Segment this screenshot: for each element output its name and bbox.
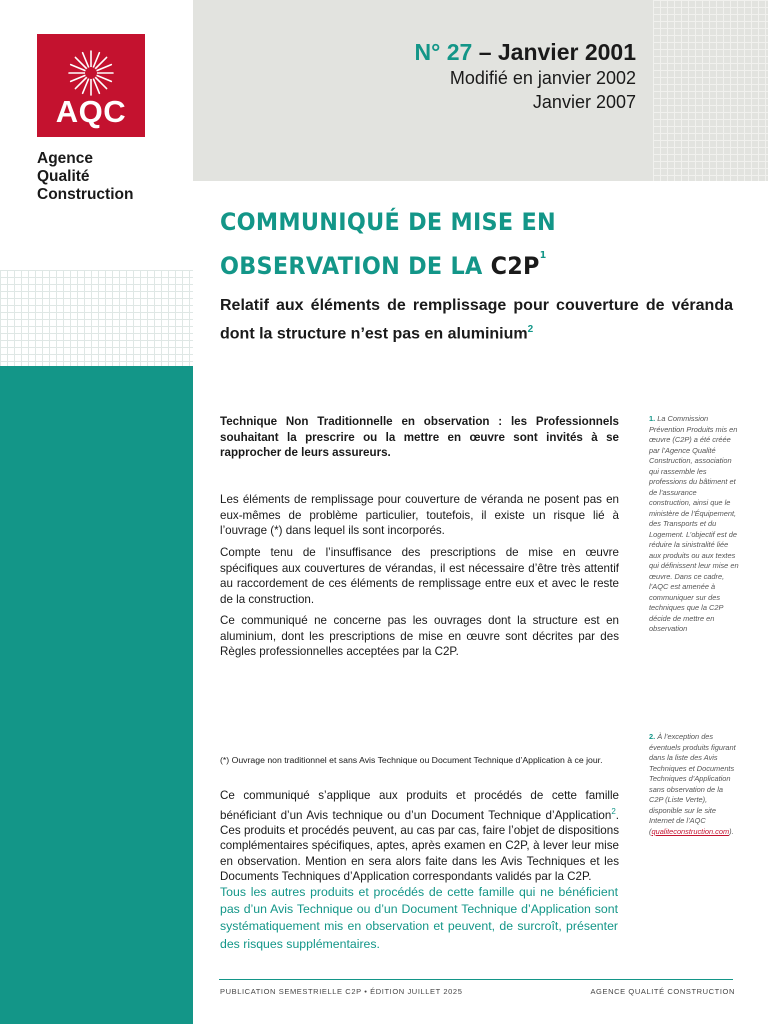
- subtitle-note-ref: 2: [527, 324, 534, 335]
- logo-text: AQC: [55, 94, 127, 129]
- title-line-2-text: OBSERVATION DE LA: [220, 252, 491, 280]
- paragraph-1: Les éléments de remplissage pour couverture de véranda ne posent pas en eux-mêmes de problème particulier, toutefois, il existe un risque lié à l’ouvrage (*) dans lequel ils sont incorporés.: [220, 493, 619, 537]
- subtitle-text: Relatif aux éléments de remplissage pour couverture de véranda dont la structure n’est pas en aluminium: [220, 297, 733, 343]
- highlight-paragraph: Tous les autres produits et procédés de cette famille qui ne bénéficient pas d’un Avis Technique ou d’un Document Technique d’Application sont systématiquement mis en observation et peuvent, de surcroît, présenter des risques supplémentaires.: [220, 885, 618, 951]
- paragraph-2: Compte tenu de l’insuffisance des prescriptions de mise en œuvre spécifiques aux couvertures de vérandas, il est nécessaire d’être très attentif au raccordement de ces éléments de remplissage entre eux et avec le reste de la construction.: [220, 546, 619, 606]
- aqc-logo: [37, 34, 145, 137]
- sidenote-2-number: 2.: [649, 732, 656, 741]
- footer-divider: [219, 979, 733, 980]
- paragraph-4-a: Ce communiqué s’applique aux produits et procédés de cette famille bénéficiant d’un Avis technique ou d’un Document Technique d’Application: [220, 789, 619, 822]
- title-line-1: COMMUNIQUÉ DE MISE EN: [220, 208, 556, 236]
- sidenote-2-text: À l’exception des éventuels produits figurant dans la liste des Avis Techniques et Documents Techniques d’Application sans observation de la C2P (Liste Verte), disponible sur le site Internet de l’AQC (: [649, 732, 736, 836]
- paragraph-3: Ce communiqué ne concerne pas les ouvrages dont la structure est en aluminium, dont les prescriptions de mise en œuvre sont décrites par des Règles professionnelles acceptées par la C2P.: [220, 614, 619, 658]
- subtitle: [220, 294, 733, 346]
- title-line-2: [220, 239, 556, 283]
- footer-publication: PUBLICATION SEMESTRIELLE C2P • ÉDITION JUILLET 2025: [220, 987, 463, 996]
- page-title: [220, 206, 556, 283]
- decorative-grid-top-right: [653, 0, 768, 181]
- star-footnote: (*) Ouvrage non traditionnel et sans Avis Technique ou Document Technique d’Application à ce jour.: [220, 755, 603, 765]
- sunburst-icon: [66, 48, 116, 98]
- issue-modified: Modifié en janvier 2002: [449, 68, 636, 88]
- issue-date: – Janvier 2001: [478, 39, 636, 65]
- sidenote-2-end: ).: [729, 826, 734, 836]
- issue-info: [415, 38, 636, 114]
- teal-side-bar: [0, 366, 193, 1024]
- title-c2p: C2P: [490, 252, 540, 280]
- issue-revised: Janvier 2007: [532, 92, 636, 112]
- qualiteconstruction-link[interactable]: qualiteconstruction.com: [651, 826, 730, 836]
- issue-number: N° 27: [414, 39, 473, 65]
- issue-number-line: [415, 38, 636, 66]
- sidenote-2: [649, 732, 739, 837]
- sidenote-1-number: 1.: [649, 414, 656, 423]
- footer-organization: AGENCE QUALITÉ CONSTRUCTION: [590, 987, 735, 996]
- brand-name-line: Agence: [37, 150, 93, 167]
- decorative-grid-left: [0, 270, 193, 366]
- intro-paragraph: Technique Non Traditionnelle en observation : les Professionnels souhaitant la prescrire ou la mettre en œuvre sont invités à se rapprocher de leurs assureurs.: [220, 415, 619, 459]
- brand-name-line: Construction: [37, 186, 134, 203]
- brand-name-line: Qualité: [37, 168, 90, 185]
- paragraph-4-b: . Ces produits et procédés peuvent, au cas par cas, faire l’objet de dispositions complémentaires spécifiques, aptes, après examen en C2P, à lever leur mise en observation. Mention en sera alors faite dans les Avis Techniques et les Documents Techniques d’Application correspondants validés par la C2P.: [220, 808, 619, 884]
- title-note-ref: 1: [539, 250, 547, 261]
- paragraph-4: [220, 788, 619, 885]
- paragraph-4-ref: 2: [611, 806, 616, 816]
- brand-name: [37, 150, 133, 204]
- sidenote-1: [649, 414, 739, 635]
- sidenote-1-text: La Commission Prévention Produits mis en œuvre (C2P) a été créée par l’Agence Qualité Construction, association qui rassemble les professions du bâtiment et de l’assurance construction, ainsi que le ministère de l’Équipement, des Transports et du Logement. L’objectif est de réduire la sinistralité liée aux produits ou aux textes qui définissent leur mise en œuvre. Dans ce cadre, l’AQC est amenée à communiquer sur des techniques que la C2P décide de mettre en observation: [649, 414, 739, 633]
